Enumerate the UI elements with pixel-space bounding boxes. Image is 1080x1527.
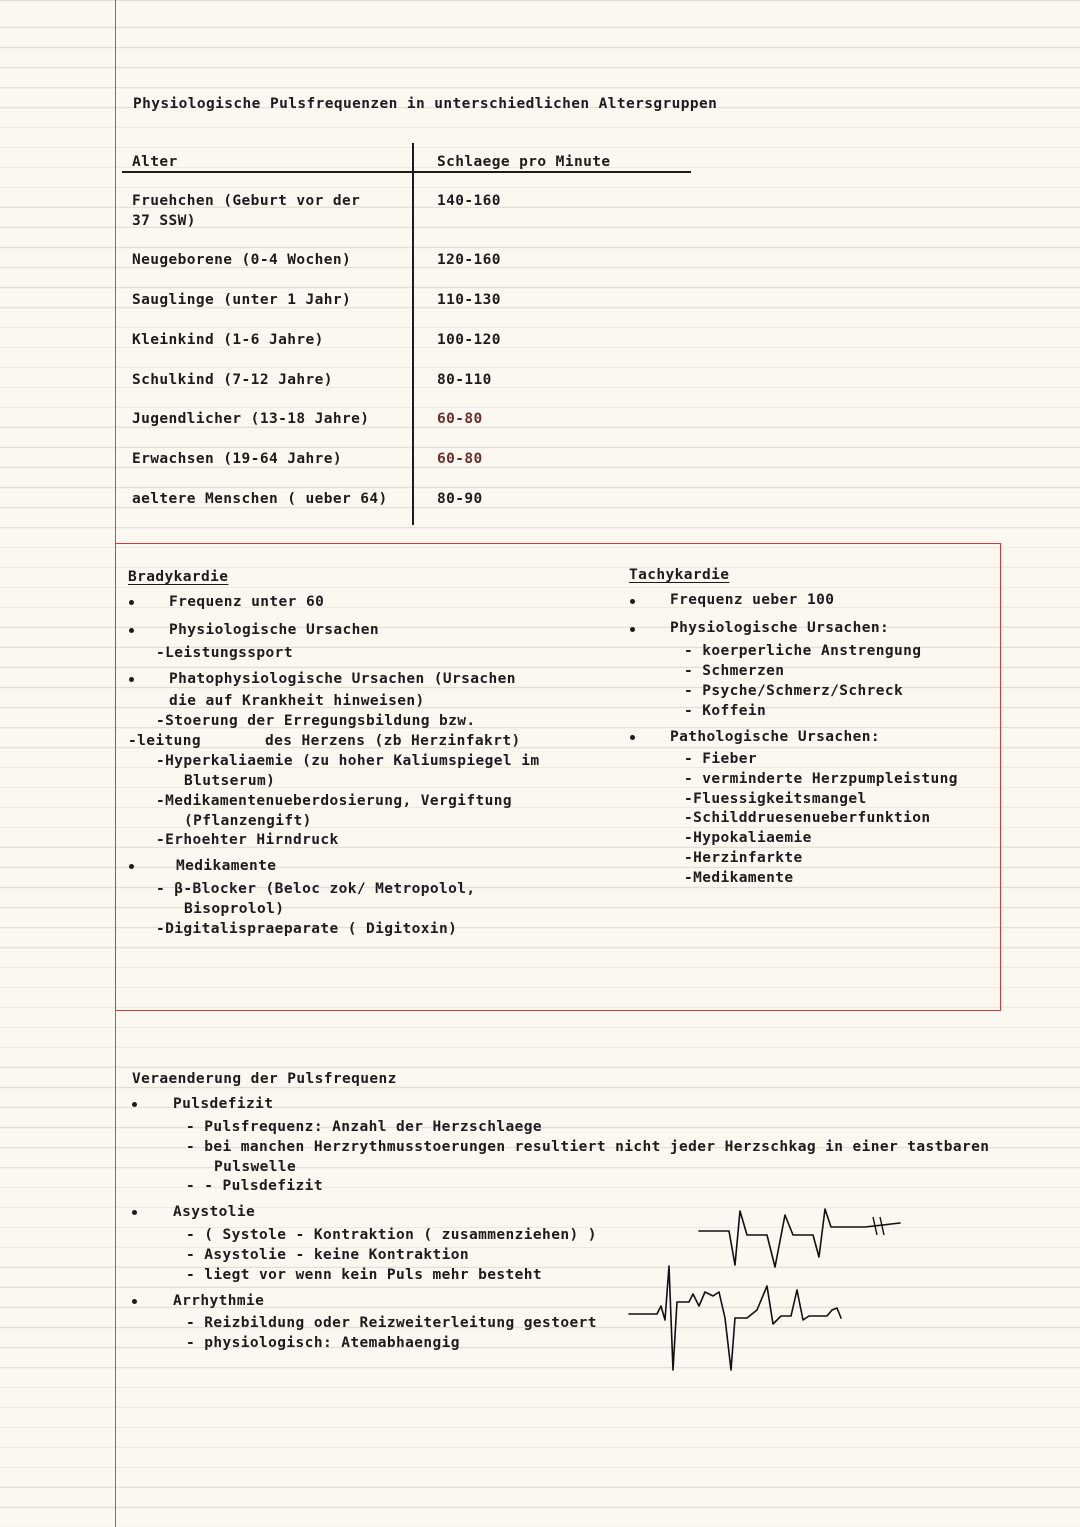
brady-cause-item: -Hyperkaliaemie (zu hoher Kaliumspiegel im	[156, 753, 540, 769]
age-cell: Kleinkind (1-6 Jahre)	[132, 332, 324, 348]
tachy-cause-item: -Schilddruesenueberfunktion	[684, 810, 931, 826]
arrhythmia-item: - physiologisch: Atemabhaengig	[186, 1335, 460, 1351]
asystole-heading: Asystolie	[173, 1204, 256, 1220]
tachy-cause-item: - Fieber	[684, 751, 758, 767]
table-header-divider	[122, 171, 691, 173]
bullet-icon	[129, 677, 134, 682]
rate-cell: 110-130	[437, 292, 501, 308]
brady-pathophysiological-causes-cont: die auf Krankheit hinweisen)	[169, 693, 425, 709]
tachy-physiological-causes: Physiologische Ursachen:	[670, 620, 890, 636]
asystole-item: - Asystolie - keine Kontraktion	[186, 1247, 470, 1263]
tachy-cause-item: -Fluessigkeitsmangel	[684, 791, 867, 807]
table-column-divider	[412, 143, 414, 525]
rate-cell: 100-120	[437, 332, 501, 348]
age-cell-continued: 37 SSW)	[132, 213, 196, 229]
rate-cell: 120-160	[437, 252, 501, 268]
rate-cell: 60-80	[437, 411, 483, 427]
brady-cause-item: -Erhoehter Hirndruck	[156, 832, 339, 848]
tachy-cause-item: - Koffein	[684, 703, 767, 719]
pulse-deficit-heading: Pulsdefizit	[173, 1096, 274, 1112]
tachy-cause-item: - verminderte Herzpumpleistung	[684, 771, 958, 787]
brady-rate: Frequenz unter 60	[169, 594, 325, 610]
arrhythmia-item: - Reizbildung oder Reizweiterleitung gestoert	[186, 1315, 597, 1331]
asystole-item: - ( Systole - Kontraktion ( zusammenziehen) )	[186, 1227, 597, 1243]
pulse-deficit-item: - - Pulsdefizit	[186, 1178, 323, 1194]
brady-pathophysiological-causes: Phatophysiologische Ursachen (Ursachen	[169, 671, 516, 687]
arrhythmia-heading: Arrhythmie	[173, 1293, 265, 1309]
tachy-rate: Frequenz ueber 100	[670, 592, 835, 608]
age-cell: Erwachsen (19-64 Jahre)	[132, 451, 342, 467]
pulse-deficit-item: - Pulsfrequenz: Anzahl der Herzschlaege	[186, 1119, 543, 1135]
tachy-cause-item: -Herzinfarkte	[684, 850, 803, 866]
asystole-item: - liegt vor wenn kein Puls mehr besteht	[186, 1267, 543, 1283]
pulse-deficit-item: - bei manchen Herzrythmusstoerungen resultiert nicht jeder Herzschkag in einer tastbaren	[186, 1139, 990, 1155]
tachy-cause-item: - Schmerzen	[684, 663, 785, 679]
tachy-cause-item: - Psyche/Schmerz/Schreck	[684, 683, 904, 699]
tachycardia-heading: Tachykardie	[629, 567, 730, 583]
brady-physiological-causes: Physiologische Ursachen	[169, 622, 379, 638]
brady-cause-item-cont: -leitung des Herzens (zb Herzinfakrt)	[128, 733, 521, 749]
tachy-cause-item: -Hypokaliaemie	[684, 830, 812, 846]
bullet-icon	[129, 600, 134, 605]
age-cell: Jugendlicher (13-18 Jahre)	[132, 411, 370, 427]
bullet-icon	[132, 1102, 137, 1107]
tachy-cause-item: - koerperliche Anstrengung	[684, 643, 922, 659]
brady-cause-item: -Stoerung der Erregungsbildung bzw.	[156, 713, 476, 729]
age-cell: Sauglinge (unter 1 Jahr)	[132, 292, 352, 308]
pulse-change-title: Veraenderung der Pulsfrequenz	[132, 1071, 397, 1087]
brady-cause-item-cont: Blutserum)	[184, 773, 276, 789]
bullet-icon	[129, 628, 134, 633]
bullet-icon	[630, 599, 635, 604]
bullet-icon	[129, 864, 134, 869]
age-cell: Fruehchen (Geburt vor der	[132, 193, 361, 209]
age-cell: Neugeborene (0-4 Wochen)	[132, 252, 352, 268]
brady-medication-item: - β-Blocker (Beloc zok/ Metropolol,	[156, 881, 476, 897]
table-title: Physiologische Pulsfrequenzen in unterschiedlichen Altersgruppen	[133, 96, 718, 112]
age-cell: aeltere Menschen ( ueber 64)	[132, 491, 388, 507]
brady-medication-item: -Digitalispraeparate ( Digitoxin)	[156, 921, 458, 937]
rate-cell: 80-90	[437, 491, 483, 507]
pulse-deficit-item-cont: Pulswelle	[214, 1159, 297, 1175]
bullet-icon	[132, 1299, 137, 1304]
bullet-icon	[630, 627, 635, 632]
rate-cell: 80-110	[437, 372, 492, 388]
tachy-cause-item: -Medikamente	[684, 870, 794, 886]
bullet-icon	[630, 735, 635, 740]
brady-cause-item: -Leistungssport	[156, 645, 293, 661]
brady-cause-item: -Medikamentenueberdosierung, Vergiftung	[156, 793, 513, 809]
brady-medications: Medikamente	[176, 858, 277, 874]
bradycardia-heading: Bradykardie	[128, 569, 229, 585]
column-header-rate: Schlaege pro Minute	[437, 154, 611, 170]
age-cell: Schulkind (7-12 Jahre)	[132, 372, 333, 388]
rate-cell: 60-80	[437, 451, 483, 467]
bullet-icon	[132, 1210, 137, 1215]
brady-cause-item-cont: (Pflanzengift)	[184, 813, 312, 829]
rate-cell: 140-160	[437, 193, 501, 209]
brady-medication-item-cont: Bisoprolol)	[184, 901, 285, 917]
ecg-arrhythmia-sketch-icon	[627, 1262, 852, 1374]
tachy-pathological-causes: Pathologische Ursachen:	[670, 729, 880, 745]
column-header-age: Alter	[132, 154, 178, 170]
